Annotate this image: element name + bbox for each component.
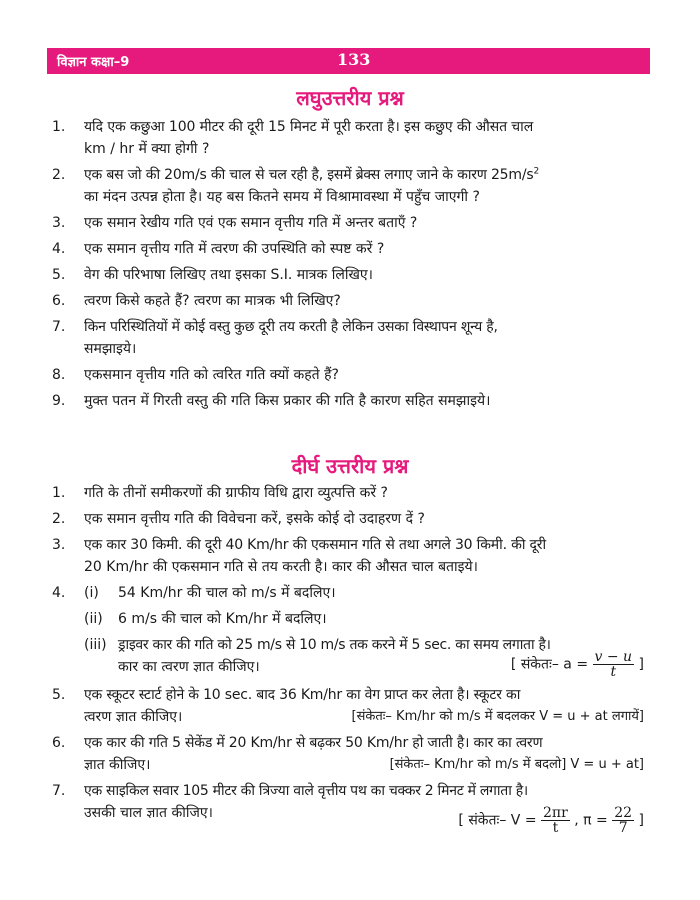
question-line-text: एक बस जो की 20m/s की चाल से चल रही है, इसमें ब्रेक्स लगाए जाने के कारण 25m/s (84, 167, 534, 183)
short-question-3 (52, 212, 644, 234)
question-line: एक समान वृत्तीय गति की विवेचना करें, इसके कोई दो उदाहरण दें ? (84, 511, 425, 527)
question-line: एक समान रेखीय गति एवं एक समान वृत्तीय गति में अन्तर बताएँ ? (84, 215, 418, 231)
short-question-9 (52, 390, 644, 412)
fraction (541, 806, 570, 835)
sub-question-number: (iii) (84, 637, 107, 653)
long-question-5 (52, 684, 644, 728)
question-line: एक साइकिल सवार 105 मीटर की त्रिज्या वाले वृत्तीय पथ का चक्कर 2 मिनट में लगाता है। (84, 783, 528, 799)
question-line: वेग की परिभाषा लिखिए तथा इसका S.I. मात्रक लिखिए। (84, 267, 373, 283)
question-number: 1. (52, 485, 66, 501)
question-line: समझाइये। (84, 341, 137, 357)
question-line: एकसमान वृत्तीय गति को त्वरित गति क्यों कहते हैं? (84, 367, 339, 383)
question-line: किन परिस्थितियों में कोई वस्तु कुछ दूरी तय करती है लेकिन उसका विस्थापन शून्य है, (84, 319, 498, 335)
hint-text: [संकेतः– Km/hr को m/s में बदलो] V = u + at] (389, 757, 644, 772)
question-line: गति के तीनों समीकरणों की ग्राफीय विधि द्वारा व्युत्पत्ति करें ? (84, 485, 388, 501)
fraction-denominator: t (552, 820, 559, 836)
question-number: 9. (52, 393, 66, 409)
long-answer-title: दीर्घ उत्तरीय प्रश्न (291, 454, 409, 478)
question-line: यदि एक कछुआ 100 मीटर की दूरी 15 मिनट में पूरी करता है। इस कछुए की औसत चाल (84, 119, 534, 135)
short-question-6 (52, 290, 644, 312)
question-number: 5. (52, 267, 66, 283)
hint-mid: , π = (574, 812, 608, 829)
question-line: एक कार 30 किमी. की दूरी 40 Km/hr की एकसमान गति से तथा अगले 30 किमी. की दूरी (84, 537, 546, 553)
short-question-2 (52, 164, 644, 208)
sub-question-number: (ii) (84, 611, 103, 627)
sub-question-text: 54 Km/hr की चाल को m/s में बदलिए। (118, 585, 336, 601)
question-line-text: उसकी चाल ज्ञात कीजिए। (84, 805, 213, 821)
short-question-8 (52, 364, 644, 386)
sub-question-text: ड्राइवर कार की गति को 25 m/s से 10 m/s तक करने में 5 sec. का समय लगाता है। (118, 637, 551, 653)
hint-formula (458, 806, 644, 835)
fraction-numerator: 22 (614, 805, 633, 821)
hint-prefix: [ संकेतः– V = (458, 812, 537, 829)
short-question-7 (52, 316, 644, 360)
question-line (84, 802, 644, 842)
question-line (84, 164, 644, 186)
sub-question-i (84, 582, 644, 604)
question-number: 1. (52, 119, 66, 135)
long-question-7 (52, 780, 644, 842)
question-number: 4. (52, 585, 66, 601)
question-number: 3. (52, 215, 66, 231)
fraction (612, 806, 634, 835)
question-line-text: त्वरण ज्ञात कीजिए। (84, 709, 183, 725)
sub-question-iii-line2 (84, 649, 644, 682)
long-question-2 (52, 508, 644, 530)
question-number: 6. (52, 293, 66, 309)
question-line: का मंदन उत्पन्न होता है। यह बस कितने समय में विश्रामावस्था में पहुँच जाएगी ? (84, 189, 480, 205)
fraction-denominator: 7 (618, 820, 628, 836)
short-answer-title: लघुउत्तरीय प्रश्न (296, 86, 404, 110)
hint-prefix: [ संकेतः– a = (510, 656, 589, 673)
short-question-1 (52, 116, 644, 160)
hint-suffix: ] (638, 812, 644, 829)
question-number: 4. (52, 241, 66, 257)
short-question-list (52, 116, 644, 412)
question-number: 8. (52, 367, 66, 383)
fraction-denominator: t (610, 664, 617, 680)
short-question-4 (52, 238, 644, 260)
question-line: km / hr में क्या होगी ? (84, 141, 210, 157)
question-line: एक समान वृत्तीय गति में त्वरण की उपस्थिति को स्पष्ट करें ? (84, 241, 385, 257)
question-line: मुक्त पतन में गिरती वस्तु की गति किस प्रकार की गति है कारण सहित समझाइये। (84, 393, 491, 409)
fraction-numerator: 2πr (543, 805, 568, 821)
sub-question-ii (84, 608, 644, 630)
question-number: 2. (52, 167, 66, 183)
long-question-6 (52, 732, 644, 776)
question-line: एक कार की गति 5 सेकेंड में 20 Km/hr से बढ़कर 50 Km/hr हो जाती है। कार का त्वरण (84, 735, 543, 751)
question-line: 20 Km/hr की एकसमान गति से तय करती है। कार की औसत चाल बताइये। (84, 559, 478, 575)
question-line: त्वरण किसे कहते हैं? त्वरण का मात्रक भी लिखिए? (84, 293, 341, 309)
superscript: 2 (533, 166, 539, 177)
hint-suffix: ] (638, 656, 644, 673)
hint-formula (511, 650, 644, 679)
page-header-bar (47, 48, 650, 74)
question-number: 7. (52, 783, 66, 799)
question-number: 7. (52, 319, 66, 335)
question-line-text: ज्ञात कीजिए। (84, 757, 151, 773)
page-number: 133 (337, 50, 371, 69)
question-line (84, 754, 644, 776)
long-question-list (52, 482, 644, 842)
long-question-1 (52, 482, 644, 504)
question-number: 6. (52, 735, 66, 751)
sub-question-number: (i) (84, 585, 99, 601)
fraction-numerator: v − u (594, 649, 633, 665)
hint-text: [संकेतः– Km/hr को m/s में बदलकर V = u + at लगायें] (351, 709, 644, 724)
fraction (593, 650, 635, 679)
sub-question-text: कार का त्वरण ज्ञात कीजिए। (118, 659, 260, 675)
long-question-4 (52, 582, 644, 682)
question-number: 2. (52, 511, 66, 527)
question-number: 3. (52, 537, 66, 553)
sub-question-text: 6 m/s की चाल को Km/hr में बदलिए। (118, 611, 327, 627)
book-title: विज्ञान कक्षा–9 (57, 55, 130, 70)
long-question-3 (52, 534, 644, 578)
question-line: एक स्कूटर स्टार्ट होने के 10 sec. बाद 36 Km/hr का वेग प्राप्त कर लेता है। स्कूटर का (84, 687, 521, 703)
question-number: 5. (52, 687, 66, 703)
question-line (84, 706, 644, 728)
short-question-5 (52, 264, 644, 286)
